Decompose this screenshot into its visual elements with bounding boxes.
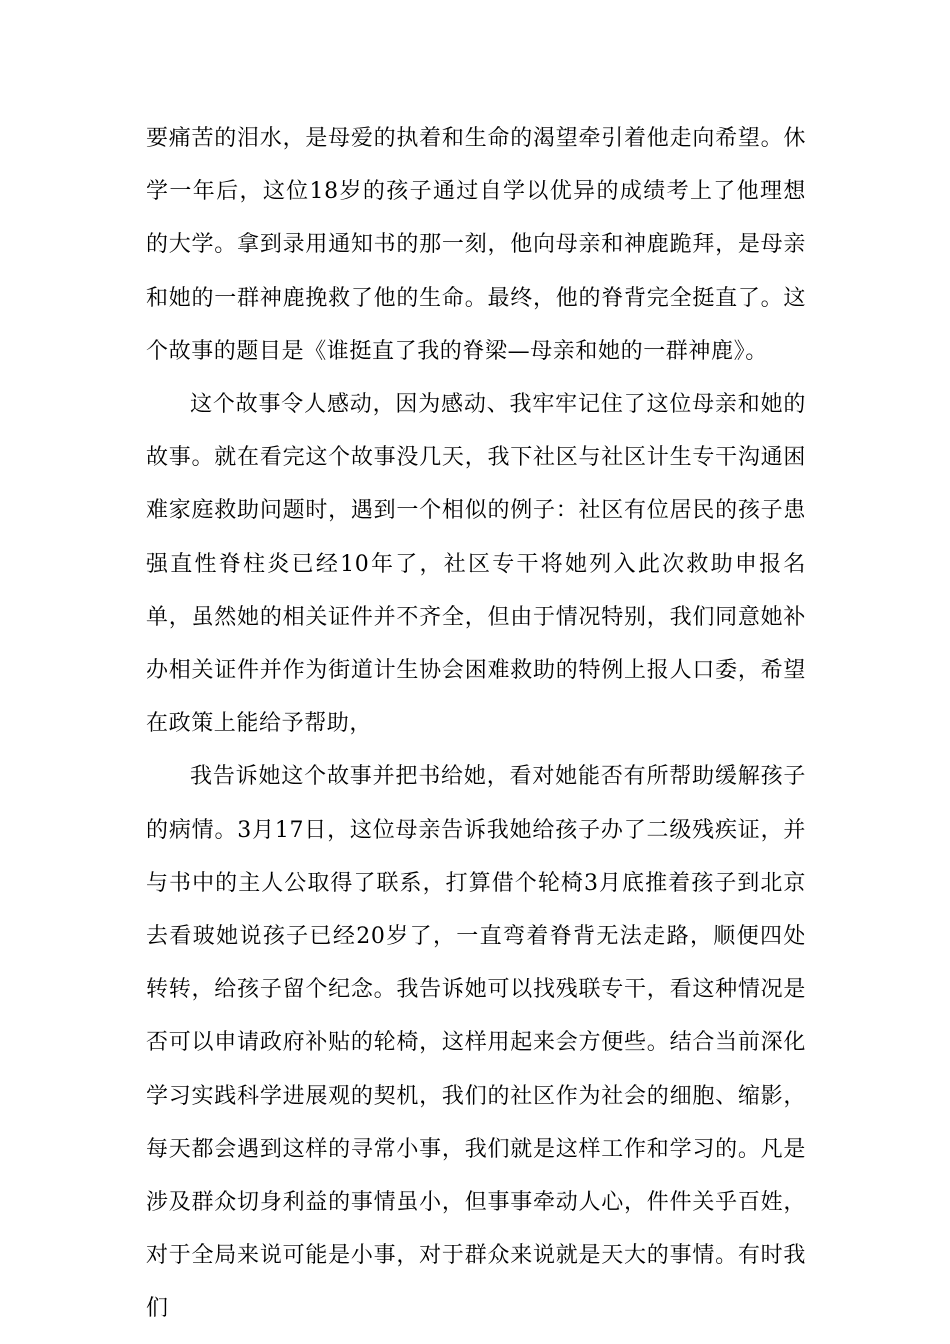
- paragraph-2: 这个故事令人感动，因为感动、我牢牢记住了这位母亲和她的故事。就在看完这个故事没几天，我下社区与社区计生专干沟通困难家庭救助问题时，遇到一个相似的例子：社区有位居民的孩子患强直性脊柱炎已经10年了，社区专干将她列入此次救助申报名单，虽然她的相关证件并不齐全，但由于情况特别，我们同意她补办相关证件并作为街道计生协会困难救助的特例上报人口委，希望在政策上能给予帮助，: [146, 392, 806, 737]
- paragraph-1: 要痛苦的泪水，是母爱的执着和生命的渴望牵引着他走向希望。休学一年后，这位18岁的孩子通过自学以优异的成绩考上了他理想的大学。拿到录用通知书的那一刻，他向母亲和神鹿跪拜，是母亲和她的一群神鹿挽救了他的生命。最终，他的脊背完全挺直了。这个故事的题目是《谁挺直了我的脊梁—母亲和她的一群神鹿》。: [146, 126, 806, 364]
- document-body: [146, 112, 806, 1336]
- paragraph-3: 我告诉她这个故事并把书给她，看对她能否有所帮助缓解孩子的病情。3月17日，这位母亲告诉我她给孩子办了二级残疾证，并与书中的主人公取得了联系，打算借个轮椅3月底推着孩子到北京去看玻她说孩子已经20岁了，一直弯着脊背无法走路，顺便四处转转，给孩子留个纪念。我告诉她可以找残联专干，看这种情况是否可以申请政府补贴的轮椅，这样用起来会方便些。结合当前深化学习实践科学进展观的契机，我们的社区作为社会的细胞、缩影，每天都会遇到这样的寻常小事，我们就是这样工作和学习的。凡是涉及群众切身利益的事情虽小，但事事牵动人心，件件关乎百姓，对于全局来说可能是小事，对于群众来说就是天大的事情。有时我们: [146, 764, 806, 1322]
